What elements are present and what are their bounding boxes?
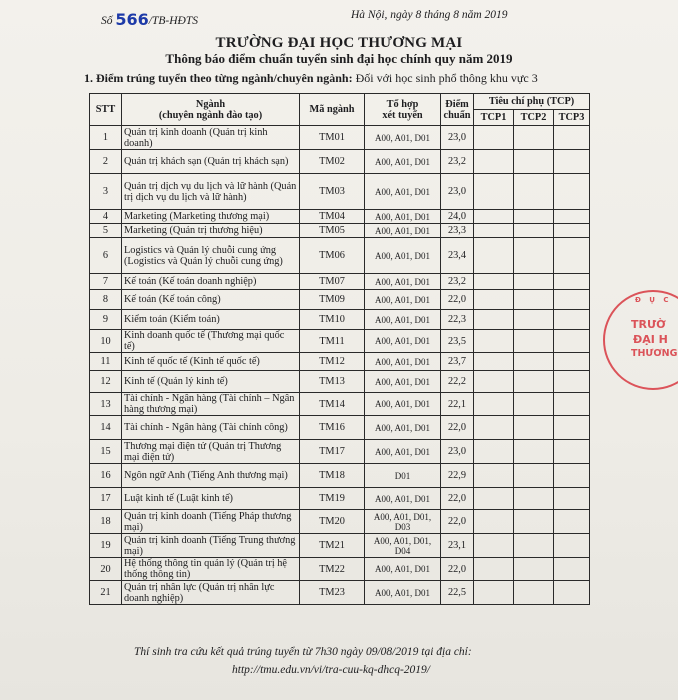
- row-tcp2: [514, 126, 554, 150]
- table-row: [90, 126, 590, 150]
- row-code: TM17: [300, 440, 365, 464]
- row-combo: A00, A01, D01: [365, 224, 441, 238]
- row-name: Logistics và Quản lý chuỗi cung ứng (Logistics và Quản lý chuỗi cung ứng): [122, 238, 300, 274]
- row-tcp1: [474, 210, 514, 224]
- table-row: [90, 290, 590, 310]
- row-tcp1: [474, 440, 514, 464]
- row-tcp1: [474, 416, 514, 440]
- row-name: Ngôn ngữ Anh (Tiếng Anh thương mại): [122, 464, 300, 488]
- row-score: 23,4: [441, 238, 474, 274]
- row-combo: A00, A01, D01: [365, 488, 441, 510]
- row-combo: A00, A01, D01: [365, 440, 441, 464]
- row-code: TM14: [300, 393, 365, 416]
- row-tcp2: [514, 416, 554, 440]
- row-code: TM10: [300, 310, 365, 330]
- row-combo: A00, A01, D01: [365, 581, 441, 605]
- row-stt: 6: [90, 238, 122, 274]
- row-score: 22,1: [441, 393, 474, 416]
- row-code: TM11: [300, 330, 365, 353]
- row-score: 22,2: [441, 371, 474, 393]
- row-name: Marketing (Marketing thương mại): [122, 210, 300, 224]
- row-name: Marketing (Quản trị thương hiệu): [122, 224, 300, 238]
- row-code: TM01: [300, 126, 365, 150]
- row-tcp2: [514, 290, 554, 310]
- row-combo: A00, A01, D01: [365, 393, 441, 416]
- row-score: 22,5: [441, 581, 474, 605]
- table-row: [90, 371, 590, 393]
- row-score: 23,7: [441, 353, 474, 371]
- row-name: Kế toán (Kế toán doanh nghiệp): [122, 274, 300, 290]
- row-tcp1: [474, 330, 514, 353]
- row-tcp1: [474, 534, 514, 558]
- row-stt: 20: [90, 558, 122, 581]
- row-tcp3: [554, 371, 590, 393]
- row-name: Kinh tế quốc tế (Kinh tế quốc tế): [122, 353, 300, 371]
- row-tcp1: [474, 371, 514, 393]
- row-combo: A00, A01, D01: [365, 353, 441, 371]
- table-row: [90, 330, 590, 353]
- col-to-hop: Tổ hợp xét tuyển: [365, 94, 441, 126]
- row-name: Quản trị khách sạn (Quản trị khách sạn): [122, 150, 300, 174]
- row-tcp2: [514, 393, 554, 416]
- row-tcp1: [474, 581, 514, 605]
- row-code: TM16: [300, 416, 365, 440]
- row-tcp1: [474, 224, 514, 238]
- row-tcp3: [554, 224, 590, 238]
- row-stt: 3: [90, 174, 122, 210]
- row-code: TM13: [300, 371, 365, 393]
- row-score: 22,0: [441, 290, 474, 310]
- row-code: TM05: [300, 224, 365, 238]
- col-ma-nganh: Mã ngành: [300, 94, 365, 126]
- row-score: 23,5: [441, 330, 474, 353]
- row-stt: 15: [90, 440, 122, 464]
- row-name: Tài chính - Ngân hàng (Tài chính – Ngân hàng thương mại): [122, 393, 300, 416]
- row-tcp3: [554, 488, 590, 510]
- row-combo: A00, A01, D01: [365, 310, 441, 330]
- row-tcp3: [554, 150, 590, 174]
- row-name: Kiểm toán (Kiểm toán): [122, 310, 300, 330]
- row-combo: A00, A01, D01: [365, 371, 441, 393]
- row-tcp3: [554, 353, 590, 371]
- row-combo: A00, A01, D01: [365, 238, 441, 274]
- row-tcp1: [474, 558, 514, 581]
- table-row: [90, 224, 590, 238]
- row-tcp3: [554, 174, 590, 210]
- table-row: [90, 393, 590, 416]
- row-score: 23,0: [441, 126, 474, 150]
- row-tcp2: [514, 488, 554, 510]
- row-combo: A00, A01, D01: [365, 416, 441, 440]
- row-code: TM18: [300, 464, 365, 488]
- table-row: [90, 174, 590, 210]
- row-tcp2: [514, 224, 554, 238]
- score-table: [89, 93, 590, 605]
- col-tcp1: TCP1: [474, 110, 514, 126]
- row-tcp2: [514, 210, 554, 224]
- notice-subtitle: Thông báo điểm chuẩn tuyển sinh đại học chính quy năm 2019: [165, 51, 513, 66]
- row-tcp3: [554, 416, 590, 440]
- row-code: TM21: [300, 534, 365, 558]
- row-code: TM20: [300, 510, 365, 534]
- col-tcp2: TCP2: [514, 110, 554, 126]
- row-name: Quản trị dịch vụ du lịch và lữ hành (Quản trị dịch vụ du lịch và lữ hành): [122, 174, 300, 210]
- row-score: 23,0: [441, 440, 474, 464]
- row-stt: 14: [90, 416, 122, 440]
- row-name: Hệ thống thông tin quản lý (Quản trị hệ thống thông tin): [122, 558, 300, 581]
- table-row: [90, 558, 590, 581]
- row-tcp2: [514, 371, 554, 393]
- row-tcp3: [554, 274, 590, 290]
- row-tcp2: [514, 330, 554, 353]
- row-combo: A00, A01, D01: [365, 126, 441, 150]
- row-tcp3: [554, 510, 590, 534]
- row-tcp2: [514, 558, 554, 581]
- col-nganh: Ngành (chuyên ngành đào tạo): [122, 94, 300, 126]
- row-combo: A00, A01, D01: [365, 558, 441, 581]
- footer-note: Thí sinh tra cứu kết quả trúng tuyển từ 7h30 ngày 09/08/2019 tại địa chỉ:: [134, 646, 472, 658]
- row-tcp1: [474, 488, 514, 510]
- row-combo: A00, A01, D01: [365, 330, 441, 353]
- row-tcp3: [554, 440, 590, 464]
- table-row: [90, 416, 590, 440]
- table-row: [90, 150, 590, 174]
- col-diem: Điểm chuẩn: [441, 94, 474, 126]
- row-score: 23,0: [441, 174, 474, 210]
- row-tcp3: [554, 210, 590, 224]
- row-code: TM19: [300, 488, 365, 510]
- row-name: Quản trị kinh doanh (Tiếng Pháp thương mại): [122, 510, 300, 534]
- row-name: Kế toán (Kế toán công): [122, 290, 300, 310]
- row-tcp2: [514, 150, 554, 174]
- document-header: [0, 6, 678, 28]
- col-tcp3: TCP3: [554, 110, 590, 126]
- row-tcp1: [474, 310, 514, 330]
- row-score: 22,0: [441, 416, 474, 440]
- row-tcp2: [514, 464, 554, 488]
- school-title: TRƯỜNG ĐẠI HỌC THƯƠNG MẠI: [215, 35, 463, 51]
- row-score: 24,0: [441, 210, 474, 224]
- table-row: [90, 534, 590, 558]
- row-tcp2: [514, 510, 554, 534]
- row-combo: A00, A01, D01: [365, 210, 441, 224]
- row-stt: 11: [90, 353, 122, 371]
- row-code: TM23: [300, 581, 365, 605]
- table-row: [90, 310, 590, 330]
- row-score: 22,0: [441, 488, 474, 510]
- row-tcp3: [554, 393, 590, 416]
- row-code: TM22: [300, 558, 365, 581]
- section-heading: 1. Điểm trúng tuyển theo từng ngành/chuyên ngành: Đối với học sinh phổ thông khu vực 3: [84, 71, 538, 85]
- red-seal-stamp: Đ Ụ C TRƯỜ ĐẠI H THƯƠNG: [603, 290, 678, 390]
- row-code: TM03: [300, 174, 365, 210]
- row-stt: 5: [90, 224, 122, 238]
- row-score: 22,0: [441, 510, 474, 534]
- row-tcp3: [554, 126, 590, 150]
- row-name: Quản trị kinh doanh (Tiếng Trung thương mại): [122, 534, 300, 558]
- row-code: TM04: [300, 210, 365, 224]
- footer-url: http://tmu.edu.vn/vi/tra-cuu-kq-dhcq-2019/: [232, 664, 431, 676]
- document-number: Số 566/TB-HĐTS: [101, 10, 198, 29]
- row-score: 22,9: [441, 464, 474, 488]
- row-score: 23,2: [441, 274, 474, 290]
- row-stt: 7: [90, 274, 122, 290]
- row-stt: 16: [90, 464, 122, 488]
- row-combo: A00, A01, D01, D04: [365, 534, 441, 558]
- row-stt: 18: [90, 510, 122, 534]
- row-tcp2: [514, 238, 554, 274]
- row-tcp1: [474, 126, 514, 150]
- row-tcp1: [474, 238, 514, 274]
- row-score: 23,3: [441, 224, 474, 238]
- row-tcp2: [514, 440, 554, 464]
- row-code: TM09: [300, 290, 365, 310]
- table-row: [90, 510, 590, 534]
- row-tcp3: [554, 558, 590, 581]
- row-tcp3: [554, 581, 590, 605]
- row-tcp1: [474, 464, 514, 488]
- row-tcp1: [474, 353, 514, 371]
- col-stt: STT: [90, 94, 122, 126]
- table-row: [90, 581, 590, 605]
- row-combo: A00, A01, D01: [365, 290, 441, 310]
- row-name: Kinh tế (Quản lý kinh tế): [122, 371, 300, 393]
- row-tcp1: [474, 393, 514, 416]
- table-row: [90, 488, 590, 510]
- row-tcp2: [514, 581, 554, 605]
- document-date: Hà Nội, ngày 8 tháng 8 năm 2019: [351, 9, 508, 21]
- row-combo: A00, A01, D01: [365, 150, 441, 174]
- row-tcp1: [474, 150, 514, 174]
- row-score: 23,2: [441, 150, 474, 174]
- row-code: TM12: [300, 353, 365, 371]
- row-score: 22,3: [441, 310, 474, 330]
- row-stt: 9: [90, 310, 122, 330]
- row-tcp3: [554, 290, 590, 310]
- table-row: [90, 353, 590, 371]
- row-name: Quản trị kinh doanh (Quản trị kinh doanh): [122, 126, 300, 150]
- row-stt: 8: [90, 290, 122, 310]
- row-combo: A00, A01, D01: [365, 174, 441, 210]
- row-stt: 13: [90, 393, 122, 416]
- row-tcp1: [474, 174, 514, 210]
- row-stt: 17: [90, 488, 122, 510]
- row-combo: D01: [365, 464, 441, 488]
- row-tcp1: [474, 274, 514, 290]
- row-tcp2: [514, 310, 554, 330]
- row-name: Luật kinh tế (Luật kinh tế): [122, 488, 300, 510]
- row-code: TM02: [300, 150, 365, 174]
- row-stt: 2: [90, 150, 122, 174]
- row-tcp1: [474, 510, 514, 534]
- row-tcp2: [514, 274, 554, 290]
- row-code: TM06: [300, 238, 365, 274]
- row-stt: 1: [90, 126, 122, 150]
- table-row: [90, 238, 590, 274]
- row-combo: A00, A01, D01: [365, 274, 441, 290]
- row-stt: 19: [90, 534, 122, 558]
- row-tcp3: [554, 464, 590, 488]
- row-tcp2: [514, 353, 554, 371]
- handwritten-number: 566: [115, 10, 149, 29]
- table-row: [90, 440, 590, 464]
- table-row: [90, 210, 590, 224]
- row-code: TM07: [300, 274, 365, 290]
- row-stt: 10: [90, 330, 122, 353]
- row-name: Quản trị nhân lực (Quản trị nhân lực doanh nghiệp): [122, 581, 300, 605]
- row-combo: A00, A01, D01, D03: [365, 510, 441, 534]
- row-name: Tài chính - Ngân hàng (Tài chính công): [122, 416, 300, 440]
- col-tcp: Tiêu chí phụ (TCP): [474, 94, 590, 110]
- row-tcp3: [554, 238, 590, 274]
- row-name: Kinh doanh quốc tế (Thương mại quốc tế): [122, 330, 300, 353]
- row-tcp2: [514, 534, 554, 558]
- table-row: [90, 464, 590, 488]
- table-row: [90, 274, 590, 290]
- row-score: 23,1: [441, 534, 474, 558]
- row-stt: 12: [90, 371, 122, 393]
- row-tcp1: [474, 290, 514, 310]
- row-stt: 21: [90, 581, 122, 605]
- row-score: 22,0: [441, 558, 474, 581]
- row-stt: 4: [90, 210, 122, 224]
- row-tcp2: [514, 174, 554, 210]
- row-tcp3: [554, 310, 590, 330]
- row-tcp3: [554, 330, 590, 353]
- row-tcp3: [554, 534, 590, 558]
- row-name: Thương mại điện tử (Quản trị Thương mại điện tử): [122, 440, 300, 464]
